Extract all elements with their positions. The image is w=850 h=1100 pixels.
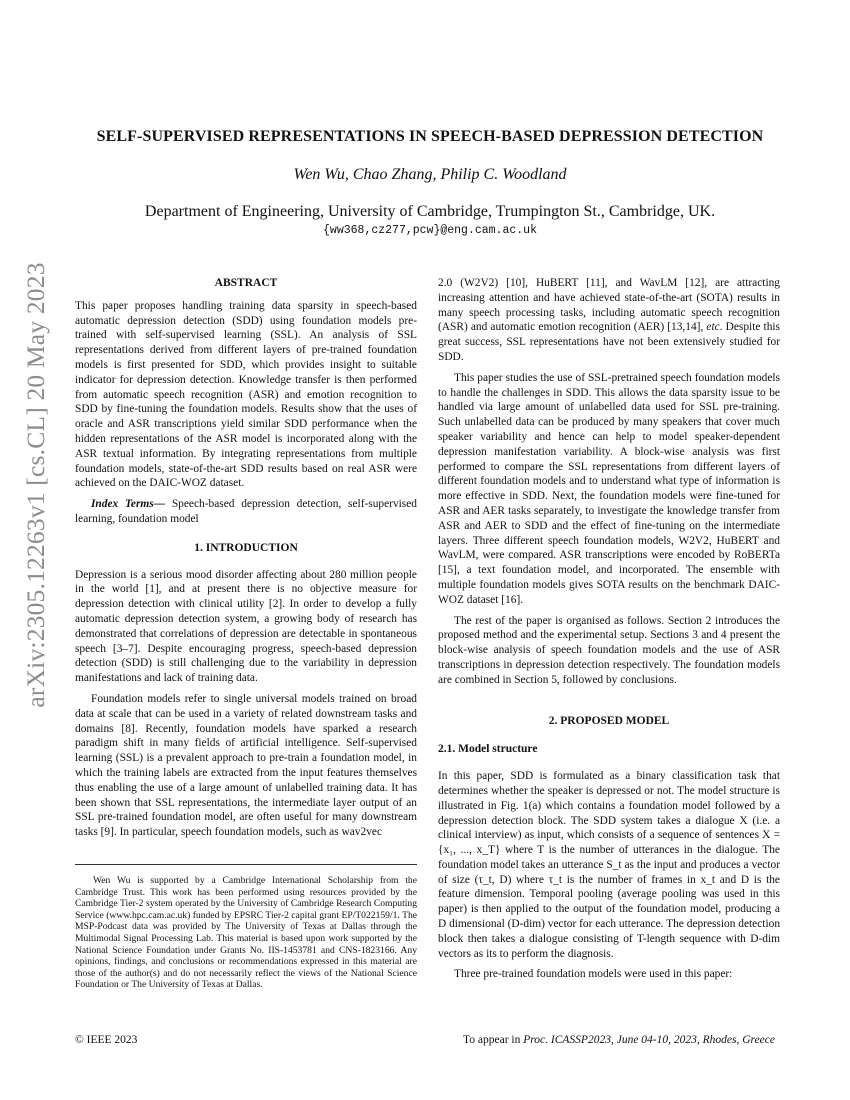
intro-paragraph-3: [438, 276, 780, 365]
arxiv-identifier: [14, 262, 58, 708]
index-terms-text: Speech-based depression detection, self-supervised learning, foundation model: [75, 498, 417, 525]
abstract-text: This paper proposes handling training data sparsity in speech-based automatic depression detection (SDD) using foundation models pre-trained with self-supervised learning (SSL). An analysis of SSL representations derived from different layers of pre-trained foundation models is first presented for SDD, which provides insight to suitable indicator for depression detection. Knowledge transfer is then performed from automatic speech recognition (ASR) and emotion recognition to SDD by fine-tuning the foundation models. Results show that the uses of oracle and ASR transcriptions yield similar SDD performance when the hidden representations of the ASR model is incorporated along with the ASR textual information. By integrating representations from multiple foundation models, state-of-the-art SDD results based on real ASR were achieved on the DAIC-WOZ dataset.: [75, 299, 417, 490]
publication-venue: [463, 1034, 775, 1046]
introduction-heading: 1. INTRODUCTION: [194, 541, 298, 554]
paper-title: SELF-SUPERVISED REPRESENTATIONS IN SPEECH-BASED DEPRESSION DETECTION: [96, 128, 764, 145]
index-terms: [75, 497, 417, 527]
arxiv-id-text: arXiv:2305.12263v1 [cs.CL] 20 May 2023: [21, 262, 50, 708]
intro-paragraph-2: Foundation models refer to single universal models trained on broad data at scale that can be used in a variety of related downstream tasks and domains [8]. Recently, foundation models have sparked a research paradigm shift in many fields of artificial intelligence. Self-supervised learning (SSL) is a prevalent approach to pre-train a foundation model, in which the training labels are extracted from the input features themselves thus enabling the use of a large amount of unlabelled training data. It has been shown that SSL representations, the intermediate layer output of an SSL pre-trained foundation model, are often useful for many downstream tasks [9]. In particular, speech foundation models, such as wav2vec: [75, 692, 417, 839]
right-column: [438, 276, 780, 988]
model-structure-paragraph: In this paper, SDD is formulated as a binary classification task that determines whether the speaker is depressed or not. The model structure is illustrated in Fig. 1(a) which contains a foundation model followed by a depression detection block. The SDD system takes a dialogue X (i.e. a clinical interview) as input, which consists of a sequence of sentences X = {x₁, ..., x_T} where T is the number of utterances in the dialogue. The foundation model takes an utterance S_t as the input and produces a vector of size (τ_t, D) where τ_t is the number of frames in x_t and D is the feature dimension. Temporal pooling (average pooling was used in this paper) is then applied to the output of the foundation model, producing a D dimensional (D-dim) vector for each utterance. The depression detection block then takes a dialogue consisting of T-length sequence with D-dim vectors as its to perform the diagnosis.: [438, 770, 781, 960]
intro-paragraph-1: Depression is a serious mood disorder affecting about 280 million people in the world [1], and at present there is no objective measure for depression detection with clinical utility [2]. In order to develop a fully automatic depression detection system, a growing body of research has demonstrated that correlations of depression are detectable in spontaneous speech [3–7]. Despite encouraging progress, speech-based depression detection (SDD) is still challenging due to the variability in depression manifestations and lack of training data.: [75, 568, 417, 685]
index-terms-label: Index Terms—: [91, 498, 166, 511]
intro-paragraph-5: The rest of the paper is organised as follows. Section 2 introduces the proposed method and the experimental setup. Sections 3 and 4 present the block-wise analysis of speech foundation models and the use of ASR transcriptions in depression detection respectively. The foundation models are combined in Section 5, followed by conclusions.: [438, 614, 780, 686]
venue-prefix: To appear in: [463, 1034, 524, 1046]
abstract-heading: ABSTRACT: [214, 277, 278, 289]
proposed-model-heading: 2. PROPOSED MODEL: [548, 714, 670, 727]
copyright-notice: © IEEE 2023: [75, 1034, 138, 1046]
intro-paragraph-4: This paper studies the use of SSL-pretrained speech foundation models to handle the challenges in SDD. This allows the data sparsity issue to be handled via large amount of unlabelled data used for SSL pre-training. Such unlabelled data can be produced by many speakers that cover much speaker variability and hence can help to model speaker-dependent depression manifestation variability. A block-wise analysis was first performed to compare the SSL representations from different layers of different foundation models and to understand what type of information is more effective in SDD. Next, the foundation models were fine-tuned for ASR and AER tasks separately, to investigate the knowledge transfer from ASR and AER to SDD and the effect of fine-tuning on the intermediate layers. Three different speech foundation models, W2V2, HuBERT and WavLM, were compared. ASR transcriptions were encoded by RoBERTa [15], a text foundation model, and incorporated. The ensemble with multiple foundation models gives SOTA results on the benchmark DAIC-WOZ dataset [16].: [438, 371, 780, 606]
intro-p3-part-b: . Despite this great success, SSL representations have not been extensively studied for SDD.: [438, 321, 780, 363]
foundation-models-paragraph: Three pre-trained foundation models were used in this paper:: [454, 968, 733, 981]
funding-footnote: Wen Wu is supported by a Cambridge International Scholarship from the Cambridge Trust. This work has been performed using resources provided by the Cambridge Tier-2 system operated by the University of Cambridge Research Computing Service (www.hpc.cam.ac.uk) funded by EPSRC Tier-2 capital grant EP/T022159/1. The MSP-Podcast data was provided by The University of Texas at Dallas through the Multimodal Signal Processing Lab. This material is based upon work supported by the National Science Foundation under Grants No. IIS-1453781 and CNS-1823166. Any opinions, findings, and conclusions or recommendations expressed in this material are those of the author(s) and do not necessarily reflect the views of the National Science Foundation or The University of Texas at Dallas.: [75, 864, 417, 991]
affiliation: Department of Engineering, University of Cambridge, Trumpington St., Cambridge, UK.: [144, 203, 716, 220]
venue-name: Proc. ICASSP2023, June 04-10, 2023, Rhodes, Greece: [523, 1034, 775, 1046]
model-structure-subheading: 2.1. Model structure: [438, 743, 538, 756]
author-emails: {ww368,cz277,pcw}@eng.cam.ac.uk: [323, 224, 537, 237]
author-list: Wen Wu, Chao Zhang, Philip C. Woodland: [293, 166, 567, 183]
left-column: [75, 276, 417, 846]
intro-p3-etc: etc: [706, 321, 720, 334]
intro-p3-part-a: 2.0 (W2V2) [10], HuBERT [11], and WavLM [12], are attracting increasing attention and have achieved state-of-the-art (SOTA) results in many speech processing tasks, including automatic speech recognition (ASR) and automatic emotion recognition (AER) [13,14],: [438, 277, 780, 334]
